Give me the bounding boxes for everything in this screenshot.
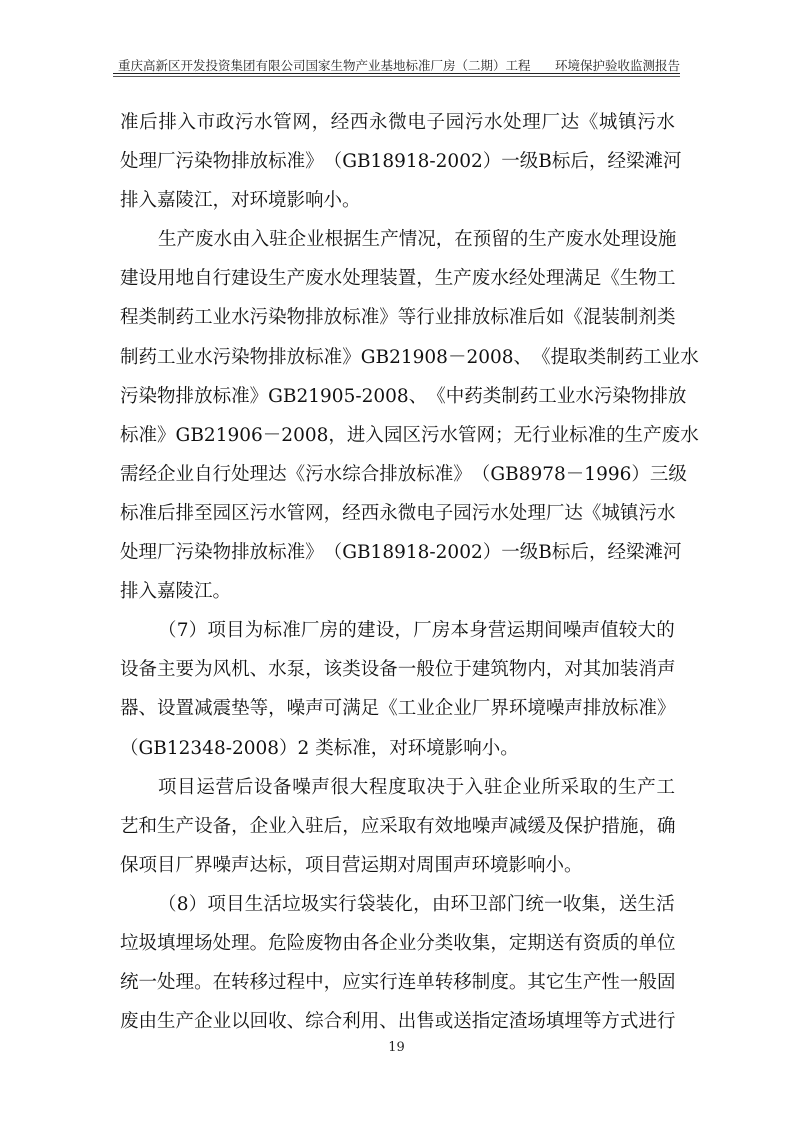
text-line: 垃 圾 填 埋 场 处 理 。 危 险 废 物 由 各 企 业 分 类 收 集 ， 定 期 送 有 资 质 的 单 位: [120, 932, 676, 954]
body-text: [120, 103, 699, 1041]
text-line: 污 染 物 排 放 标 准 》 GB21905-2008 、 《 中 药 类 制 药 工 业 水 污 染 物 排 放: [120, 385, 687, 407]
text-line: 需 经 企 业 自 行 处 理 达 《 污 水 综 合 排 放 标 准 》 （ GB8978 － 1996 ） 三 级: [120, 463, 687, 485]
text-line: 器 、 设 置 减 震 垫 等 ， 噪 声 可 满 足 《 工 业 企 业 厂 界 环 境 噪 声 排 放 标 准 》: [120, 698, 676, 720]
text-line: 排入嘉陵江。: [120, 581, 232, 603]
text-line: （ 7 ） 项 目 为 标 准 厂 房 的 建 设 ， 厂 房 本 身 营 运 期 间 噪 声 值 较 大 的: [158, 620, 675, 642]
text-line: 保项目厂界噪声达标，项目营运期对周围声环境影响小。: [120, 854, 583, 876]
page-number: 19: [388, 1040, 405, 1055]
text-line: 废 由 生 产 企 业 以 回 收 、 综 合 利 用 、 出 售 或 送 指 定 渣 场 填 埋 等 方 式 进 行: [120, 1011, 676, 1033]
text-line: （ 8 ） 项 目 生 活 垃 圾 实 行 袋 装 化 ， 由 环 卫 部 门 统 一 收 集 ， 送 生 活: [158, 893, 675, 915]
page-header: [118, 50, 680, 74]
text-line: 设 备 主 要 为 风 机 、 水 泵 ， 该 类 设 备 一 般 位 于 建 筑 物 内 ， 对 其 加 装 消 声: [120, 659, 676, 681]
text-line: 处 理 厂 污 染 物 排 放 标 准 》 （ GB18918-2002 ） 一 级 B 标 后 ， 经 梁 滩 河: [120, 151, 682, 173]
text-line: 制 药 工 业 水 污 染 物 排 放 标 准 》 GB21908 － 2008 、 《 提 取 类 制 药 工 业 水: [120, 346, 699, 368]
header-project-title: 重庆高新区开发投资集团有限公司国家生物产业基地标准厂房（二期）工程: [118, 58, 531, 73]
text-line: 程 类 制 药 工 业 水 污 染 物 排 放 标 准 》 等 行 业 排 放 标 准 后 如 《 混 装 制 剂 类: [120, 307, 676, 329]
text-line: 标 准 》 GB 21906 － 2008 ， 进 入 园 区 污 水 管 网 ； 无 行 业 标 准 的 生 产 废 水: [120, 424, 699, 446]
text-line: 建 设 用 地 自 行 建 设 生 产 废 水 处 理 装 置 ， 生 产 废 水 经 处 理 满 足 《 生 物 工: [120, 268, 676, 290]
text-line: （GB12348-2008）2 类标准，对环境影响小。: [120, 737, 519, 759]
text-line: 项 目 运 营 后 设 备 噪 声 很 大 程 度 取 决 于 入 驻 企 业 所 采 取 的 生 产 工: [158, 776, 675, 798]
text-line: 准 后 排 入 市 政 污 水 管 网 ， 经 西 永 微 电 子 园 污 水 处 理 厂 达 《 城 镇 污 水: [120, 112, 675, 133]
text-line: 艺 和 生 产 设 备 ， 企 业 入 驻 后 ， 应 采 取 有 效 地 噪 声 减 缓 及 保 护 措 施 ， 确: [120, 815, 676, 837]
text-line: 生 产 废 水 由 入 驻 企 业 根 据 生 产 情 况 ， 在 预 留 的 生 产 废 水 处 理 设 施: [158, 229, 677, 251]
header-report-title: 环境保护验收监测报告: [554, 58, 680, 73]
header-rule: [113, 73, 680, 74]
text-line: 处 理 厂 污 染 物 排 放 标 准 》 （ GB18918-2002 ） 一 级 B 标 后 ， 经 梁 滩 河: [120, 542, 682, 564]
header-rule-thin: [113, 76, 680, 77]
text-line: 标 准 后 排 至 园 区 污 水 管 网 ， 经 西 永 微 电 子 园 污 水 处 理 厂 达 《 城 镇 污 水: [120, 502, 676, 524]
text-line: 排入嘉陵江，对环境影响小。: [120, 190, 361, 212]
text-line: 统 一 处 理 。 在 转 移 过 程 中 ， 应 实 行 连 单 转 移 制 度 。 其 它 生 产 性 一 般 固: [120, 972, 676, 994]
